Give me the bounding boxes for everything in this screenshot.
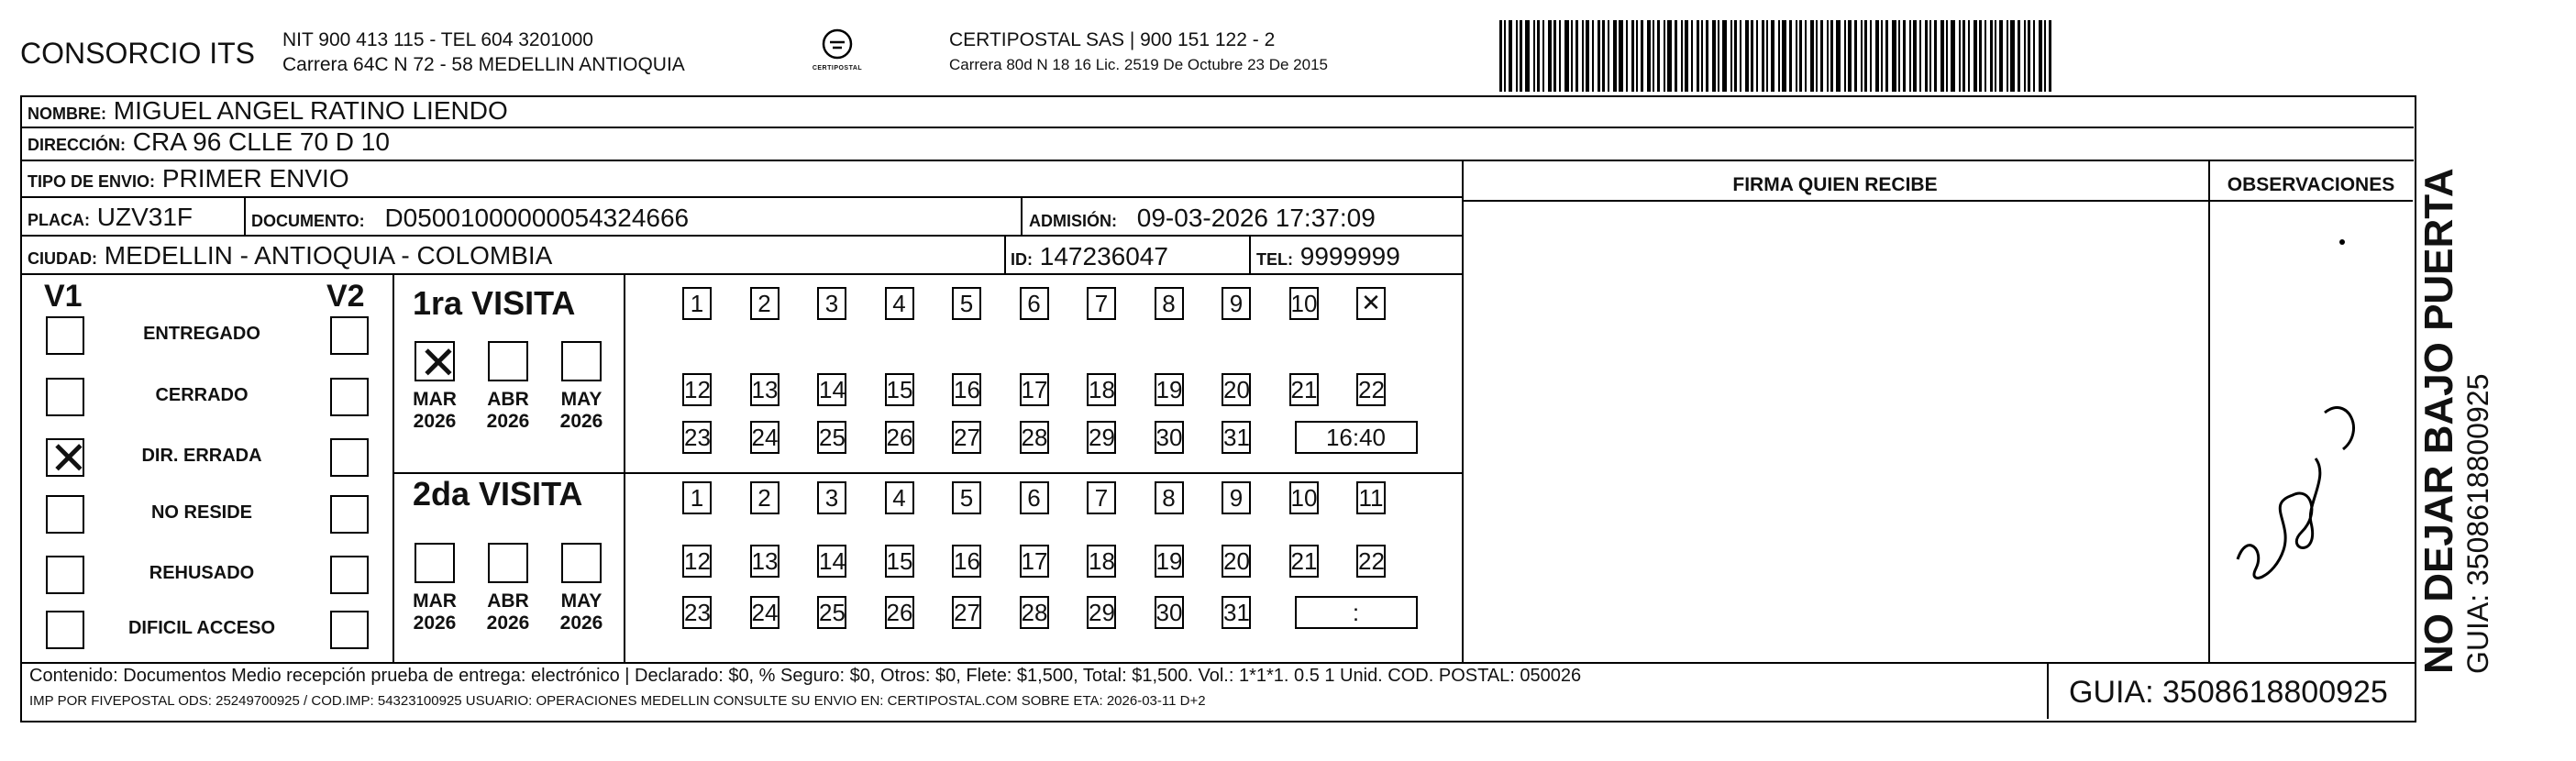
status-label: NO RESIDE	[150, 502, 253, 523]
tel-label: TEL:	[1256, 250, 1293, 269]
documento-label: DOCUMENTO:	[251, 212, 365, 230]
day-box[interactable]: 1	[682, 481, 712, 514]
barcode-bar	[1762, 20, 1764, 92]
barcode-bar	[1995, 20, 1996, 92]
v1-checkbox[interactable]	[46, 432, 88, 485]
barcode-bar	[1756, 20, 1758, 92]
barcode-bar	[1509, 20, 1512, 92]
barcode-bar	[1657, 20, 1660, 92]
barcode-bar	[1582, 20, 1584, 92]
month-checkbox[interactable]	[561, 341, 602, 381]
month-label: MAR 2026	[413, 590, 457, 634]
barcode-bar	[1706, 20, 1708, 92]
day-box[interactable]: 21	[1289, 545, 1319, 578]
v1-checkbox[interactable]	[46, 495, 84, 534]
barcode-bar	[1892, 20, 1896, 92]
ciudad-value: MEDELLIN - ANTIOQUIA - COLOMBIA	[104, 241, 553, 270]
day-box[interactable]: 3	[817, 481, 846, 514]
day-box[interactable]: 26	[885, 596, 914, 629]
barcode-bar	[1564, 20, 1569, 92]
day-box[interactable]: 6	[1020, 481, 1049, 514]
day-box[interactable]: 6	[1020, 287, 1049, 320]
barcode-bar	[1745, 20, 1749, 92]
barcode	[1499, 20, 2233, 92]
barcode-bar	[1553, 20, 1556, 92]
v2-checkbox[interactable]	[330, 556, 369, 594]
v1-header: V1	[44, 279, 83, 314]
barcode-bar	[1636, 20, 1638, 92]
barcode-bar	[1827, 20, 1829, 92]
day-box[interactable]: 27	[952, 421, 981, 454]
month-label: MAY 2026	[559, 389, 603, 432]
v1-checkbox[interactable]	[46, 316, 84, 355]
month-label: MAR 2026	[413, 389, 457, 432]
day-box[interactable]: 30	[1155, 596, 1184, 629]
nit-line: NIT 900 413 115 - TEL 604 3201000	[282, 29, 593, 50]
barcode-bar	[1766, 20, 1768, 92]
admision-label: ADMISIÓN:	[1029, 212, 1117, 230]
barcode-bar	[1913, 20, 1917, 92]
v2-checkbox[interactable]	[330, 495, 369, 534]
barcode-bar	[1681, 20, 1683, 92]
day-box[interactable]: 11	[1356, 481, 1386, 514]
barcode-bar	[1796, 20, 1797, 92]
day-box[interactable]: 7	[1087, 287, 1116, 320]
barcode-bar	[1925, 20, 1928, 92]
barcode-bar	[1778, 20, 1780, 92]
day-box[interactable]: 3	[817, 287, 846, 320]
v2-checkbox[interactable]	[330, 316, 369, 355]
handwritten-note	[2210, 202, 2412, 660]
barcode-bar	[2033, 20, 2035, 92]
documento-value: D05001000000054324666	[384, 204, 690, 232]
day-box[interactable]: 2	[750, 287, 779, 320]
barcode-bar	[1598, 20, 1600, 92]
barcode-bar	[1854, 20, 1857, 92]
barcode-bar	[1771, 20, 1774, 92]
barcode-bar	[1667, 20, 1672, 92]
first-visit-time[interactable]: 16:40	[1295, 421, 1418, 454]
certipostal-logo	[805, 28, 869, 81]
courier-info	[949, 28, 1328, 77]
barcode-bar	[1909, 20, 1911, 92]
check-mark-icon: ✕	[419, 336, 458, 390]
barcode-bar	[1864, 20, 1867, 92]
day-box[interactable]: 12	[682, 373, 712, 406]
direccion-row	[22, 128, 2414, 161]
v2-checkbox[interactable]	[330, 378, 369, 416]
day-box[interactable]: 15	[885, 545, 914, 578]
logo-text: CERTIPOSTAL	[812, 65, 863, 72]
barcode-bar	[1608, 20, 1609, 92]
tipo-row	[22, 161, 1462, 198]
barcode-bar	[1789, 20, 1792, 92]
v2-checkbox[interactable]	[330, 611, 369, 649]
barcode-bar	[1685, 20, 1688, 92]
courier-line: CERTIPOSTAL SAS | 900 151 122 - 2	[949, 29, 1276, 50]
day-box[interactable]: 8	[1155, 287, 1184, 320]
day-box[interactable]: 18	[1087, 373, 1116, 406]
day-box[interactable]: 22	[1356, 545, 1386, 578]
day-box[interactable]: 19	[1155, 545, 1184, 578]
barcode-bar	[2010, 20, 2015, 92]
day-box[interactable]: 5	[952, 287, 981, 320]
barcode-bar	[1740, 20, 1741, 92]
month-checkbox[interactable]	[488, 543, 528, 583]
barcode-bar	[2039, 20, 2042, 92]
barcode-bar	[1962, 20, 1965, 92]
day-box[interactable]: 15	[885, 373, 914, 406]
id-value: 147236047	[1039, 242, 1168, 270]
day-box[interactable]: 25	[817, 596, 846, 629]
day-box[interactable]: 24	[750, 596, 779, 629]
day-box[interactable]: 2	[750, 481, 779, 514]
day-box[interactable]: 9	[1222, 287, 1251, 320]
day-box[interactable]: 7	[1087, 481, 1116, 514]
day-box[interactable]: 28	[1020, 421, 1049, 454]
day-box[interactable]: 14	[817, 545, 846, 578]
barcode-bar	[1701, 20, 1703, 92]
barcode-bar	[1586, 20, 1589, 92]
barcode-bar	[1653, 20, 1654, 92]
guia-number: GUIA: 3508618800925	[2069, 675, 2388, 710]
address-line: Carrera 64C N 72 - 58 MEDELLIN ANTIOQUIA	[282, 54, 685, 75]
barcode-bar	[1631, 20, 1634, 92]
barcode-bar	[2018, 20, 2020, 92]
barcode-bar	[1844, 20, 1846, 92]
barcode-bar	[1592, 20, 1594, 92]
day-box[interactable]: 13	[750, 545, 779, 578]
day-box[interactable]: 1	[682, 287, 712, 320]
day-box[interactable]: 28	[1020, 596, 1049, 629]
first-visit-title: 1ra VISITA	[413, 284, 576, 322]
day-box[interactable]: 31	[1222, 596, 1251, 629]
day-box[interactable]: 27	[952, 596, 981, 629]
barcode-bar	[1626, 20, 1628, 92]
id-cell	[1011, 242, 1168, 271]
day-box[interactable]: 23	[682, 596, 712, 629]
tipo-label: TIPO DE ENVIO:	[28, 172, 156, 191]
status-label: ENTREGADO	[143, 324, 260, 344]
barcode-bar	[1619, 20, 1623, 92]
barcode-bar	[1516, 20, 1518, 92]
day-box[interactable]: 20	[1222, 545, 1251, 578]
admision-cell	[1029, 204, 1376, 233]
day-box[interactable]: 17	[1020, 373, 1049, 406]
tipo-value: PRIMER ENVIO	[161, 164, 349, 193]
barcode-bar	[1861, 20, 1863, 92]
observaciones-area[interactable]	[2210, 202, 2412, 660]
barcode-bar	[2024, 20, 2026, 92]
barcode-bar	[1836, 20, 1841, 92]
barcode-bar	[1881, 20, 1883, 92]
day-box[interactable]: 18	[1087, 545, 1116, 578]
barcode-bar	[1575, 20, 1578, 92]
barcode-bar	[1898, 20, 1900, 92]
barcode-bar	[1875, 20, 1879, 92]
second-visit-time[interactable]: :	[1295, 596, 1418, 629]
day-box[interactable]: 20	[1222, 373, 1251, 406]
barcode-bar	[1533, 20, 1535, 92]
day-box[interactable]: 24	[750, 421, 779, 454]
nombre-label: NOMBRE:	[28, 105, 106, 123]
barcode-bar	[1929, 20, 1931, 92]
direccion-value: CRA 96 CLLE 70 D 10	[132, 127, 390, 156]
month-checkbox[interactable]	[415, 543, 455, 583]
barcode-bar	[1816, 20, 1818, 92]
barcode-bar	[2044, 20, 2046, 92]
company-name: CONSORCIO ITS	[20, 37, 256, 70]
direccion-label: DIRECCIÓN:	[28, 136, 126, 154]
barcode-bar	[2007, 20, 2008, 92]
barcode-bar	[2049, 20, 2051, 92]
day-box[interactable]: 12	[682, 545, 712, 578]
barcode-bar	[1903, 20, 1906, 92]
v1-checkbox[interactable]	[46, 378, 84, 416]
barcode-bar	[1946, 20, 1948, 92]
month-label: ABR 2026	[486, 590, 530, 634]
barcode-bar	[1885, 20, 1888, 92]
barcode-bar	[1548, 20, 1552, 92]
month-label: ABR 2026	[486, 389, 530, 432]
month-label: MAY 2026	[559, 590, 603, 634]
day-box[interactable]: 19	[1155, 373, 1184, 406]
day-box[interactable]: 4	[885, 287, 914, 320]
barcode-bar	[1979, 20, 1982, 92]
day-box[interactable]: 21	[1289, 373, 1319, 406]
barcode-bar	[1830, 20, 1833, 92]
barcode-bar	[1734, 20, 1737, 92]
day-box[interactable]: 31	[1222, 421, 1251, 454]
v1-checkbox[interactable]	[46, 611, 84, 649]
barcode-bar	[1647, 20, 1651, 92]
barcode-bar	[1520, 20, 1522, 92]
firma-label: FIRMA QUIEN RECIBE	[1732, 174, 1938, 195]
imp-text: IMP POR FIVEPOSTAL ODS: 25249700925 / COD.IMP: 54323100925 USUARIO: OPERACIONES MEDELLIN CONSULTE SU ENVIO EN: CERTIPOSTAL.COM SOBRE ETA: 2026-03-11 D+2	[29, 693, 1206, 709]
documento-cell	[251, 204, 689, 233]
day-box[interactable]: 14	[817, 373, 846, 406]
barcode-bar	[1985, 20, 1986, 92]
day-box[interactable]: 13	[750, 373, 779, 406]
admision-value: 09-03-2026 17:37:09	[1136, 204, 1376, 232]
barcode-bar	[1805, 20, 1807, 92]
day-11-crossed[interactable]: ✕	[1356, 287, 1386, 320]
day-box[interactable]: 17	[1020, 545, 1049, 578]
day-box[interactable]: 10	[1289, 481, 1319, 514]
barcode-bar	[1641, 20, 1643, 92]
barcode-bar	[1990, 20, 1993, 92]
barcode-bar	[1751, 20, 1753, 92]
day-box[interactable]: 5	[952, 481, 981, 514]
placa-value: UZV31F	[96, 203, 193, 231]
barcode-bar	[2028, 20, 2030, 92]
day-box[interactable]: 8	[1155, 481, 1184, 514]
barcode-bar	[1525, 20, 1530, 92]
contenido-text: Contenido: Documentos Medio recepción prueba de entrega: electrónico | Declarado: $0, % Seguro: $0, Otros: $0, Flete: $1,500, Total: $1,500. Vol.: 1*1*1. 0.5 1 Unid. COD. POSTAL: 050026	[29, 666, 1582, 686]
barcode-bar	[1870, 20, 1872, 92]
barcode-bar	[1613, 20, 1617, 92]
day-box[interactable]: 26	[885, 421, 914, 454]
v2-checkbox[interactable]	[330, 438, 369, 477]
day-box[interactable]: 10	[1289, 287, 1319, 320]
barcode-bar	[1730, 20, 1732, 92]
barcode-bar	[1697, 20, 1699, 92]
barcode-bar	[1934, 20, 1937, 92]
day-box[interactable]: 16	[952, 373, 981, 406]
month-checkbox[interactable]	[561, 543, 602, 583]
v2-header: V2	[326, 279, 365, 314]
barcode-bar	[1820, 20, 1823, 92]
side-notice	[2417, 168, 2494, 674]
barcode-bar	[1968, 20, 1970, 92]
barcode-bar	[1782, 20, 1786, 92]
nombre-value: MIGUEL ANGEL RATINO LIENDO	[113, 96, 508, 125]
barcode-bar	[1959, 20, 1961, 92]
month-checkbox[interactable]	[488, 341, 528, 381]
ciudad-row	[22, 237, 1462, 275]
status-label: DIFICIL ACCESO	[127, 618, 275, 638]
month-checkbox[interactable]	[415, 336, 458, 390]
barcode-bar	[1712, 20, 1716, 92]
barcode-bar	[1542, 20, 1544, 92]
barcode-bar	[1799, 20, 1802, 92]
courier-address: Carrera 80d N 18 16 Lic. 2519 De Octubre 23 De 2015	[949, 56, 1328, 73]
day-box[interactable]: 29	[1087, 596, 1116, 629]
day-box[interactable]: 16	[952, 545, 981, 578]
barcode-bar	[1675, 20, 1677, 92]
barcode-bar	[1718, 20, 1719, 92]
side-guia: GUIA: 3508618800925	[2461, 373, 2494, 674]
barcode-bar	[1602, 20, 1605, 92]
status-label: CERRADO	[155, 385, 249, 405]
tel-cell	[1256, 242, 1400, 271]
barcode-bar	[1848, 20, 1852, 92]
barcode-bar	[1664, 20, 1665, 92]
barcode-bar	[1504, 20, 1506, 92]
day-box[interactable]: 4	[885, 481, 914, 514]
barcode-bar	[1559, 20, 1561, 92]
barcode-bar	[1571, 20, 1573, 92]
id-label: ID:	[1011, 250, 1033, 269]
tel-value: 9999999	[1299, 242, 1400, 270]
day-box[interactable]: 23	[682, 421, 712, 454]
company-info	[282, 28, 685, 77]
barcode-bar	[1537, 20, 1540, 92]
second-visit-title: 2da VISITA	[413, 475, 583, 513]
day-box[interactable]: 29	[1087, 421, 1116, 454]
barcode-bar	[1691, 20, 1693, 92]
barcode-bar	[1722, 20, 1727, 92]
barcode-bar	[1940, 20, 1944, 92]
status-label: DIR. ERRADA	[141, 446, 262, 466]
no-dejar-bajo-puerta: NO DEJAR BAJO PUERTA	[2416, 168, 2461, 674]
ciudad-label: CIUDAD:	[28, 249, 97, 268]
barcode-bar	[1810, 20, 1814, 92]
observaciones-label: OBSERVACIONES	[2227, 174, 2395, 195]
check-mark-icon: ✕	[50, 432, 88, 485]
placa-label: PLACA:	[28, 211, 90, 229]
barcode-bar	[1919, 20, 1921, 92]
barcode-bar	[1499, 20, 1502, 92]
day-box[interactable]: 25	[817, 421, 846, 454]
signature-area[interactable]	[1462, 202, 2208, 660]
day-box[interactable]: 30	[1155, 421, 1184, 454]
barcode-bar	[1999, 20, 2003, 92]
status-label: REHUSADO	[149, 563, 255, 583]
day-box[interactable]: 9	[1222, 481, 1251, 514]
day-box[interactable]: 22	[1356, 373, 1386, 406]
barcode-bar	[1951, 20, 1955, 92]
v1-checkbox[interactable]	[46, 556, 84, 594]
barcode-bar	[1973, 20, 1977, 92]
nombre-row	[22, 97, 2414, 128]
